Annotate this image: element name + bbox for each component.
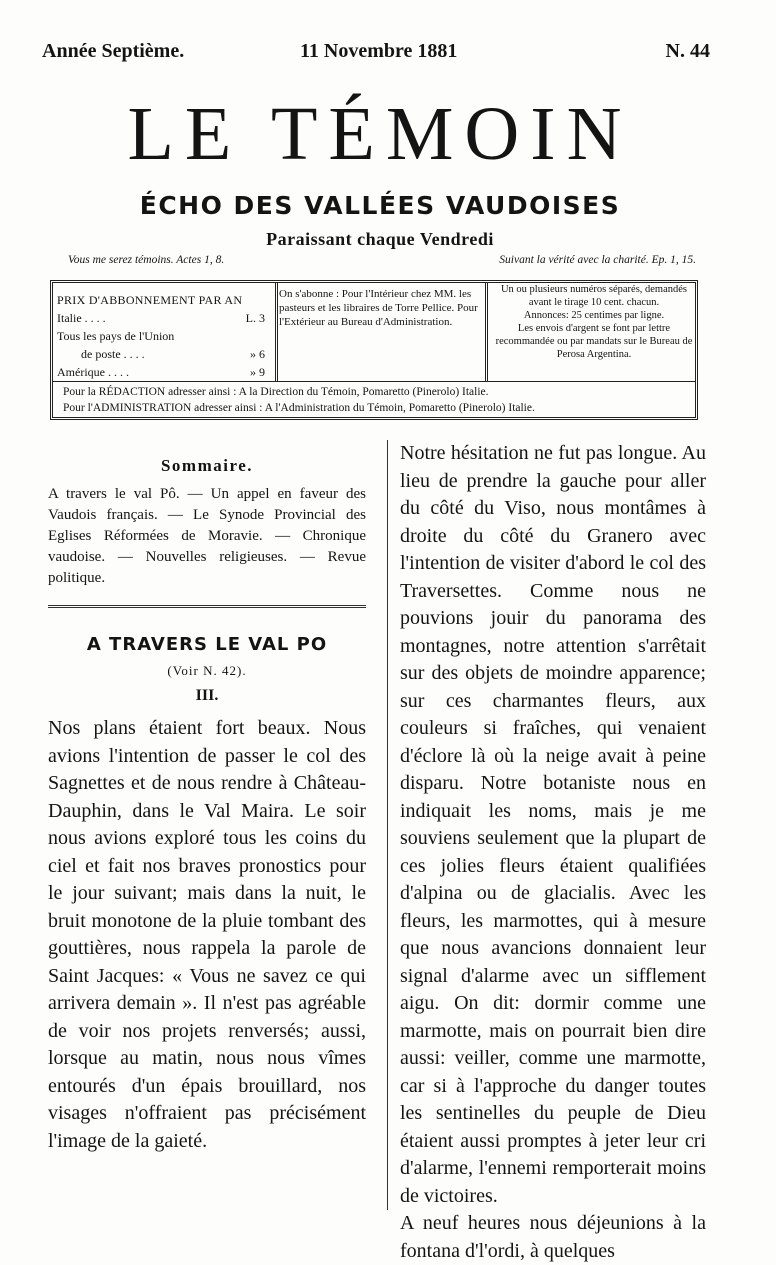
newspaper-title: LE TÉMOIN <box>127 92 633 176</box>
price-column <box>57 291 275 381</box>
article-paragraph: Notre hésitation ne fut pas longue. Au lieu de prendre la gauche pour aller du côté du Viso, nous montâmes à droite du côté du Granero avec l'intention de visiter d'abord le col des Traversettes. Comme nous ne pouvions jouir du panorama des montagnes, notre attention s'arrêtait sur des objets de moindre apparence; sur ces charmantes fleurs, aux couleurs si fraîches, qui venaient d'éclore là où la neige avait à peine disparu. Notre botaniste nous en indiquait les noms, mais je me souviens seulement que la plupart de ces jolies fleurs étaient qualifiées d'alpina ou de glacialis. Avec les fleurs, les marmottes, qui à mesure que nous avancions donnaient leur signal d'alarme avec un sifflement aigu. On dit: dormir comme une marmotte, mais on pourrait bien dire aussi: veiller, comme une marmotte, car si à l'approche du danger toutes les sentinelles du peuple de Dieu étaient aussi promptes à jeter leur cri d'alarme, l'ennemi remporterait moins de victoires. <box>400 442 706 1207</box>
article-paragraph: A neuf heures nous déjeunions à la fontana d'l'ordi, à quelques <box>400 1212 706 1262</box>
notices-column <box>491 283 697 361</box>
issue-date: 11 Novembre 1881 <box>300 40 458 62</box>
article-title: A TRAVERS LE VAL PO <box>86 634 328 655</box>
box-divider <box>485 283 488 381</box>
box-hrule <box>53 381 695 382</box>
price-row-value: » 6 <box>250 347 265 361</box>
price-row-label: Amérique . . . . <box>57 365 129 379</box>
price-row <box>57 363 275 381</box>
left-column <box>48 456 366 1155</box>
mottos <box>68 254 696 272</box>
right-column <box>400 440 706 1265</box>
article-note: (Voir N. 42). <box>167 663 247 678</box>
subscribe-column: On s'abonne : Pour l'Intérieur chez MM. les pasteurs et les libraires de Torre Pellice. Pour l'Extérieur au Bureau d'Administration. <box>279 288 478 328</box>
envois-notice: Les envois d'argent se font par lettre recommandée ou par mandats sur le Bureau de Perosa Argentina. <box>495 323 693 360</box>
article-section: III. <box>195 687 219 704</box>
subscription-box <box>50 280 698 420</box>
sommaire-title: Sommaire. <box>160 456 254 475</box>
motto-right: Suivant la vérité avec la charité. Ep. 1, 15. <box>499 254 696 266</box>
price-row <box>57 345 275 363</box>
issue-number: N. 44 <box>665 40 710 62</box>
price-row-value: L. 3 <box>245 311 265 325</box>
box-divider <box>275 283 278 381</box>
price-row-value: » 9 <box>250 365 265 379</box>
article-paragraph: Nos plans étaient fort beaux. Nous avions l'intention de passer le col des Sagnettes et de nous rendre à Château-Dauphin, dans le Val Maira. Le soir nous avions exploré tous les coins du ciel et fait nos braves pronostics pour le jour suivant; mais dans la nuit, le bruit monotone de la pluie tombant des gouttières, nous rappela la parole de Saint Jacques: « Vous ne savez ce qui arrivera demain ». Il n'est pas agréable de voir nos projets renversés; aussi, lorsque au matin, nous nous vîmes entourés d'un épais brouillard, nos visages n'offraient pas précisément l'image de la gaieté. <box>48 717 366 1152</box>
price-row <box>57 309 275 327</box>
price-row-label: Tous les pays de l'Union <box>57 329 175 343</box>
newspaper-subtitle: ÉCHO DES VALLÉES VAUDOISES <box>139 191 621 220</box>
price-row-label: Italie . . . . <box>57 311 106 325</box>
administration-address: Pour l'ADMINISTRATION adresser ainsi : A l'Administration du Témoin, Pomaretto (Pinerolo) Italie. <box>63 402 535 414</box>
price-header: PRIX D'ABBONNEMENT PAR AN <box>57 293 243 307</box>
sommaire-text: A travers le val Pô. — Un appel en faveur des Vaudois français. — Le Synode Provincial des Eglises Réformées de Moravie. — Chronique vaudoise. — Nouvelles religieuses. — Revue politique. <box>48 486 366 586</box>
price-row-label: de poste . . . . <box>81 347 145 361</box>
publication-frequency: Paraissant chaque Vendredi <box>266 229 494 249</box>
year-label: Année Septième. <box>42 40 185 62</box>
motto-left: Vous me serez témoins. Actes 1, 8. <box>68 254 225 266</box>
annonces-notice: Annonces: 25 centimes par ligne. <box>523 310 665 321</box>
numbers-notice: Un ou plusieurs numéros séparés, demandés avant le tirage 10 cent. chacun. <box>500 284 688 308</box>
header-line <box>42 40 710 66</box>
section-rule <box>48 605 366 608</box>
redaction-address: Pour la RÉDACTION adresser ainsi : A la Direction du Témoin, Pomaretto (Pinerolo) Italie. <box>63 386 489 398</box>
price-row <box>57 327 275 345</box>
column-rule <box>387 440 388 1210</box>
